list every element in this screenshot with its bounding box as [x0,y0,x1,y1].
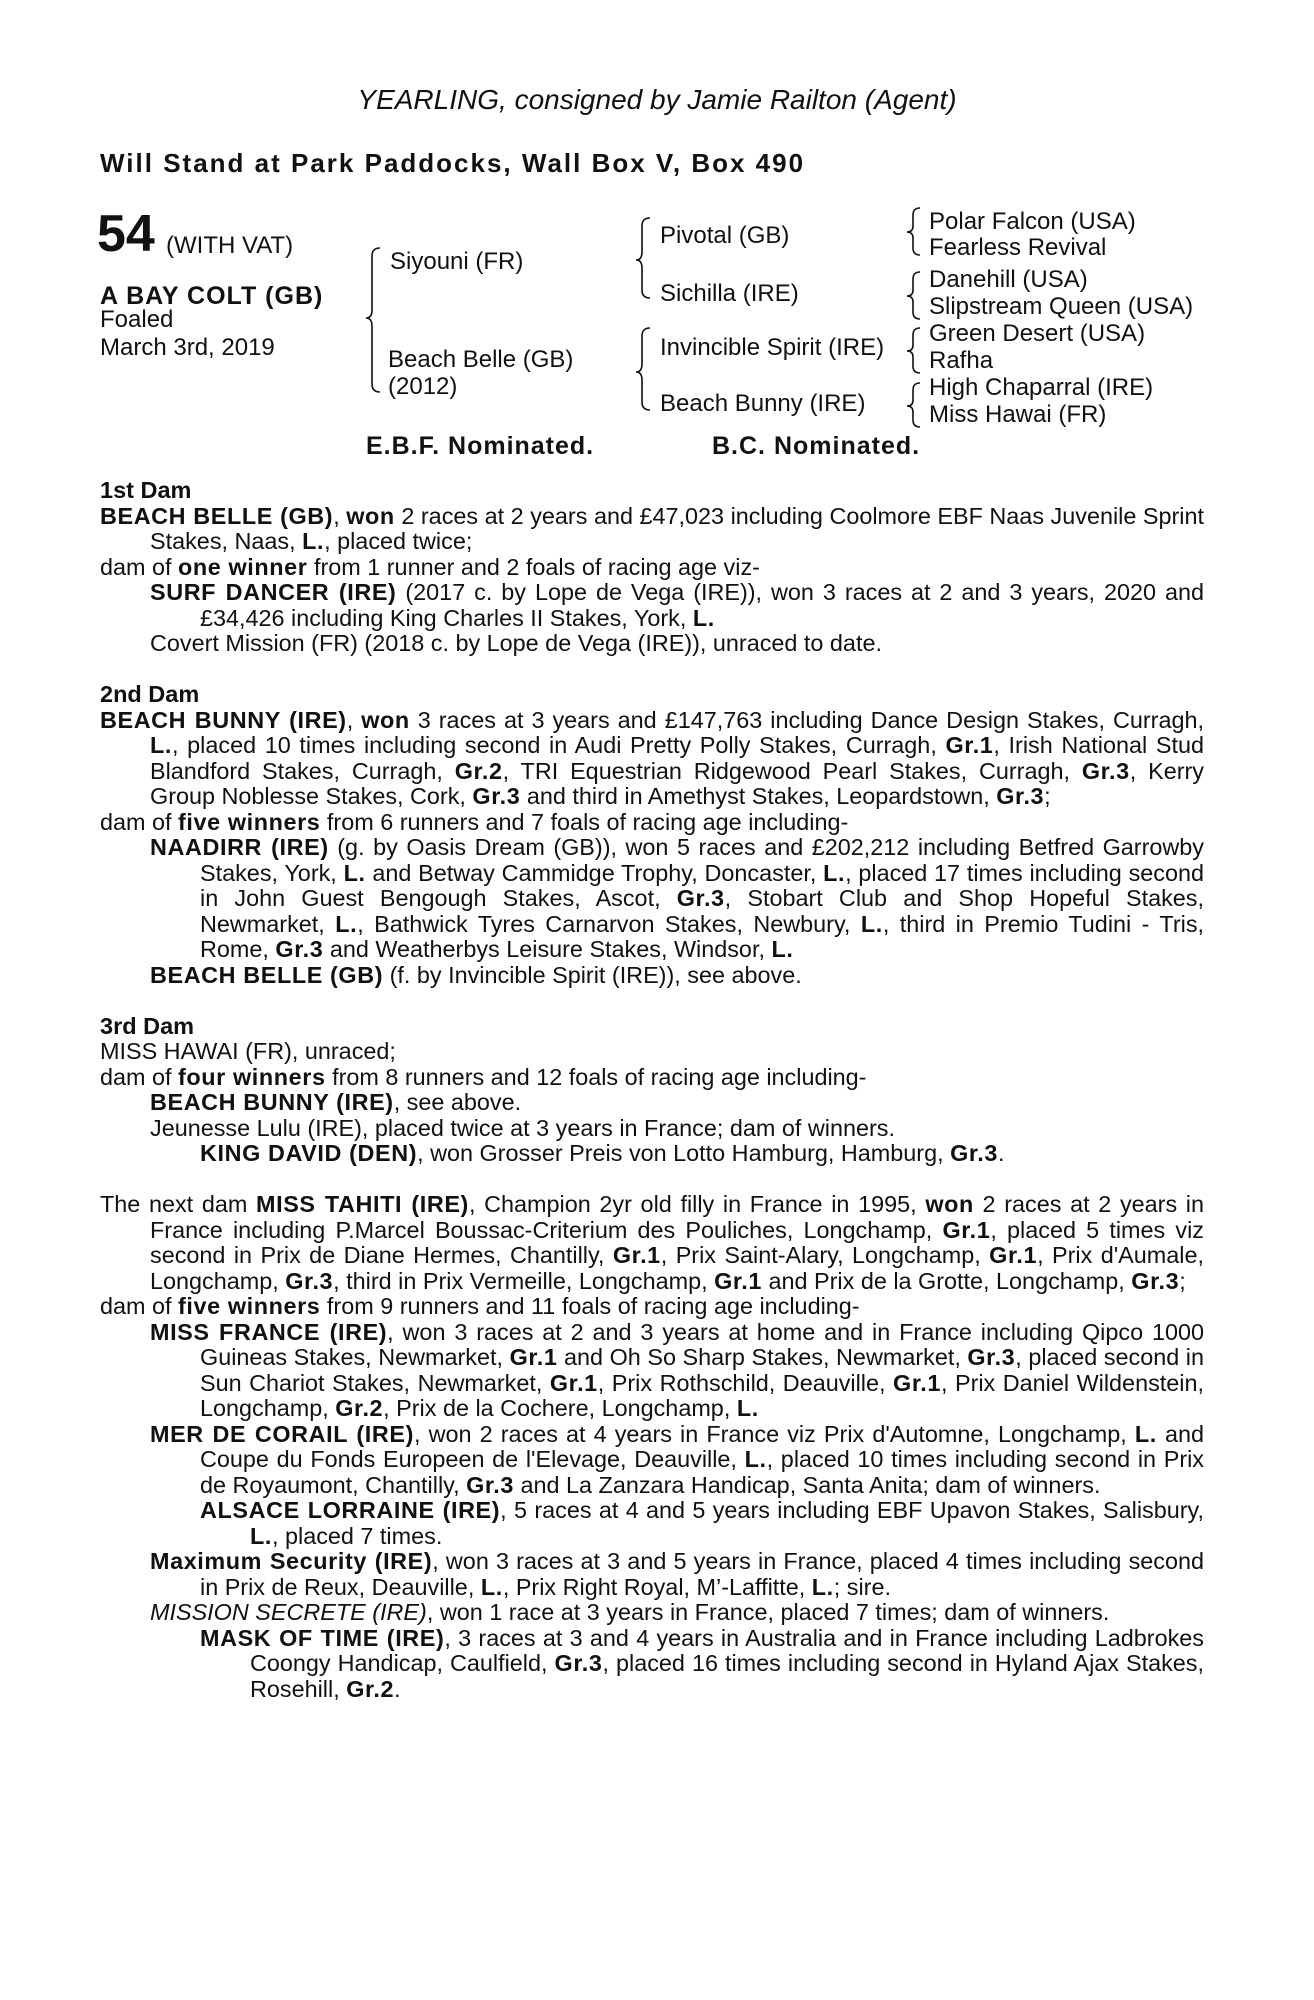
text-run: 3rd Dam [100,1012,195,1039]
bold-run: Gr.1 [509,1344,558,1370]
text-run: MISS HAWAI (FR), unraced; [100,1038,396,1064]
text-run: , Prix de la Cochere, Longchamp, [383,1395,737,1421]
bold-run: Gr.3 [950,1140,999,1166]
paragraph [100,810,1204,836]
text-run: , 3 races at 3 and 4 years in Australia and in France including Ladbrokes Coongy Handicap, Caulfield, [250,1624,1205,1676]
bold-run: Gr.3 [996,783,1045,809]
dam-sire-sire: Green Desert (USA) [929,320,1146,347]
bold-run: Gr.2 [454,757,503,784]
text-run: dam of [100,553,179,580]
sire-dam-dam: Slipstream Queen (USA) [929,293,1194,320]
text-run: 2 races at 2 years in France including P.Marcel Boussac-Criterium des Pouliches, Longchamp, [150,1191,1205,1243]
foaled-label: Foaled [100,306,174,333]
bold-run: Maximum Security (IRE) [150,1548,433,1574]
spacer [100,657,1204,683]
bold-run: L. [150,732,172,758]
text-run: , placed 5 times viz second in Prix de Diane Hermes, Chantilly, [150,1216,1205,1268]
bold-run: MER DE CORAIL (IRE) [150,1420,414,1447]
bold-run: NAADIRR (IRE) [150,834,329,860]
foaled-date: March 3rd, 2019 [100,334,275,361]
catalogue-text [100,478,1204,1702]
bold-run: L. [860,910,883,937]
bold-run: L. [692,604,715,631]
bold-run: L. [480,1573,503,1600]
bold-run: KING DAVID (DEN) [200,1140,418,1166]
bold-run: MISS FRANCE (IRE) [150,1318,388,1345]
text-run: , Prix Right Royal, M’-Laffitte, [502,1573,812,1600]
text-run: , Prix Saint-Alary, Longchamp, [660,1242,990,1268]
bold-run: L. [771,936,794,962]
text-run: The next dam [100,1191,257,1217]
bold-run: won [346,502,395,529]
dam-dam: Beach Bunny (IRE) [660,390,866,417]
paragraph [100,1549,1204,1600]
sire-sire-dam: Fearless Revival [929,234,1107,261]
italic-run: MISSION SECRETE (IRE) [150,1599,427,1625]
bold-run: BEACH BUNNY (IRE) [150,1089,394,1115]
text-run: and Prix de la Grotte, Longchamp, [762,1267,1132,1294]
bold-run: four winners [178,1063,326,1090]
bold-run: L. [335,910,358,937]
sire-sire-sire: Polar Falcon (USA) [929,208,1136,235]
dam-sire-dam: Rafha [929,347,994,374]
vat-note: (WITH VAT) [166,232,294,259]
text-run: , Irish National Stud Blandford Stakes, Curragh, [150,732,1204,784]
paragraph [100,1141,1204,1167]
bold-run: Gr.1 [549,1369,598,1396]
text-run: , [333,502,347,529]
text-run: , won Grosser Preis von Lotto Hamburg, Hamburg, [417,1140,951,1166]
bold-run: ALSACE LORRAINE (IRE) [200,1497,501,1523]
paragraph [100,631,1204,657]
text-run: , placed 10 times including second in Prix de Royaumont, Chantilly, [200,1446,1204,1498]
text-run: , Champion 2yr old filly in France in 1995, [468,1191,926,1217]
text-run: from 8 runners and 12 foals of racing age including- [325,1063,867,1090]
text-run: and La Zanzara Handicap, Santa Anita; dam of winners. [514,1471,1101,1498]
bold-run: Gr.3 [285,1267,334,1294]
text-run: , placed 10 times including second in Audi Pretty Polly Stakes, Curragh, [172,732,946,758]
text-run: , Stobart Club and Shop Hopeful Stakes, Newmarket, [200,885,1205,937]
bold-run: Gr.1 [942,1216,991,1243]
ebf-nomination: E.B.F. Nominated. [366,432,595,460]
bold-run: Gr.1 [714,1267,763,1294]
section-heading [100,478,1204,504]
text-run: and Weatherbys Leisure Stakes, Windsor, [323,936,772,962]
bold-run: L. [823,859,846,886]
paragraph [100,580,1204,631]
paragraph [100,835,1204,963]
paragraph [100,555,1204,581]
text-run: , won 2 races at 4 years in France viz Prix d'Automne, Longchamp, [413,1420,1135,1447]
sire-dam-sire: Danehill (USA) [929,266,1088,293]
sire: Siyouni (FR) [390,248,524,275]
bold-run: Gr.2 [335,1395,384,1421]
text-run: , third in Prix Vermeille, Longchamp, [333,1267,715,1294]
text-run: (2017 c. by Lope de Vega (IRE)), won 3 races at 2 and 3 years, 2020 and £34,426 including King Charles II Stakes, York, [200,579,1204,631]
paragraph [100,1116,1204,1142]
bold-run: BEACH BUNNY (IRE) [100,706,347,733]
bold-run: Gr.1 [612,1242,661,1268]
text-run: from 6 runners and 7 foals of racing age including- [320,808,849,835]
paragraph [100,504,1204,555]
text-run: (f. by Invincible Spirit (IRE)), see above. [383,961,802,988]
text-run: 3 races at 3 years and £147,763 including Dance Design Stakes, Curragh, [409,706,1204,733]
text-run: , placed 17 times including second in John Guest Bengough Stakes, Ascot, [200,859,1205,911]
paragraph [100,1192,1204,1294]
lot-number: 54 [97,205,155,263]
text-run: Covert Mission (FR) (2018 c. by Lope de Vega (IRE)), unraced to date. [150,630,882,656]
bold-run: Gr.3 [275,936,324,962]
dam-year: (2012) [388,373,458,400]
text-run: . [998,1140,1005,1166]
bold-run: Gr.3 [967,1344,1016,1370]
text-run: , third in Premio Tudini - Tris, Rome, [200,910,1205,962]
paragraph [100,1600,1204,1626]
bold-run: Gr.3 [1081,757,1130,784]
paragraph [100,1320,1204,1422]
bold-run: L. [302,528,325,554]
bold-run: L. [744,1446,767,1472]
sire-sire: Pivotal (GB) [660,222,790,249]
text-run: , won 1 race at 3 years in France, placed 7 times; dam of winners. [426,1599,1110,1625]
text-run: , won 3 races at 3 and 5 years in France, placed 4 times including second in Prix de Reux, Deauville, [200,1548,1204,1600]
text-run: ; [1179,1267,1186,1294]
text-run: , placed 16 times including second in Hyland Ajax Stakes, Rosehill, [250,1650,1204,1702]
text-run: , Prix d'Aumale, Longchamp, [150,1242,1204,1294]
bold-run: Gr.3 [1131,1267,1180,1294]
bold-run: L. [736,1395,759,1421]
paragraph [100,1090,1204,1116]
text-run: , Bathwick Tyres Carnarvon Stakes, Newbury, [357,910,861,937]
text-run: dam of [100,1293,179,1319]
text-run: and third in Amethyst Stakes, Leopardstown, [520,783,997,809]
text-run: and Coupe du Fonds Europeen de l'Elevage, Deauville, [200,1420,1204,1472]
bold-run: Gr.1 [945,732,994,758]
bold-run: one winner [178,553,308,580]
text-run: , TRI Equestrian Ridgewood Pearl Stakes, Curragh, [502,757,1082,784]
text-run: , Prix Daniel Wildenstein, Longchamp, [200,1369,1204,1421]
spacer [100,988,1204,1014]
text-run: 1st Dam [100,477,192,503]
section-heading [100,682,1204,708]
bold-run: Gr.3 [472,783,521,809]
paragraph [100,1065,1204,1091]
text-run: dam of [100,1063,179,1090]
bold-run: L. [811,1573,834,1600]
text-run: , Prix Rothschild, Deauville, [597,1369,894,1396]
bold-run: L. [250,1522,272,1549]
bold-run: L. [1134,1420,1157,1447]
paragraph [100,1294,1204,1320]
text-run: , placed 7 times. [272,1522,443,1549]
bold-run: MASK OF TIME (IRE) [200,1624,445,1651]
text-run: , placed twice; [324,528,473,554]
bold-run: five winners [178,808,321,835]
sire-dam: Sichilla (IRE) [660,280,799,307]
bold-run: SURF DANCER (IRE) [150,579,397,605]
text-run: , won 3 races at 2 and 3 years at home and in France including Qipco 1000 Guineas Stakes, Newmarket, [200,1318,1205,1370]
paragraph [100,1422,1204,1499]
bold-run: won [925,1191,974,1217]
section-heading [100,1014,1204,1040]
bold-run: won [361,706,410,733]
text-run: , see above. [393,1089,522,1115]
text-run: 2nd Dam [100,681,200,707]
paragraph [100,1626,1204,1703]
paragraph [100,708,1204,810]
text-run: dam of [100,808,179,835]
text-run: , 5 races at 4 and 5 years including EBF Upavon Stakes, Salisbury, [500,1497,1204,1523]
bc-nomination: B.C. Nominated. [712,432,921,460]
horse-name: A BAY COLT (GB) [100,282,324,310]
bold-run: five winners [178,1293,321,1319]
paragraph [100,963,1204,989]
text-run: and Oh So Sharp Stakes, Newmarket, [557,1344,968,1370]
paragraph [100,1498,1204,1549]
dam-sire: Invincible Spirit (IRE) [660,334,885,361]
text-run: , placed second in Sun Chariot Stakes, Newmarket, [200,1344,1205,1396]
text-run: ; sire. [833,1573,891,1600]
bold-run: BEACH BELLE (GB) [150,961,384,988]
bold-run: L. [343,859,366,886]
text-run: . [394,1675,401,1702]
text-run: 2 races at 2 years and £47,023 including Coolmore EBF Naas Juvenile Sprint Stakes, Naas, [150,502,1205,554]
text-run: , Kerry Group Noblesse Stakes, Cork, [150,757,1204,809]
stand-location: Will Stand at Park Paddocks, Wall Box V, Box 490 [100,148,806,178]
text-run: from 9 runners and 11 foals of racing age including- [320,1293,860,1319]
page-title: YEARLING, consigned by Jamie Railton (Agent) [357,84,957,115]
bold-run: Gr.3 [466,1471,515,1498]
text-run: ; [1044,783,1051,809]
text-run: Jeunesse Lulu (IRE), placed twice at 3 years in France; dam of winners. [150,1114,895,1141]
bold-run: MISS TAHITI (IRE) [256,1191,469,1217]
bold-run: Gr.2 [346,1675,395,1702]
text-run: and Betway Cammidge Trophy, Doncaster, [365,859,824,886]
bold-run: Gr.1 [989,1242,1038,1268]
bold-run: Gr.3 [676,885,725,911]
dam-dam-dam: Miss Hawai (FR) [929,401,1107,428]
bold-run: BEACH BELLE (GB) [100,502,334,529]
dam: Beach Belle (GB) [388,346,574,373]
bold-run: Gr.3 [554,1650,603,1676]
text-run: (g. by Oasis Dream (GB)), won 5 races and £202,212 including Betfred Garrowby Stakes, York, [200,834,1204,886]
paragraph [100,1039,1204,1065]
text-run: , [346,706,362,733]
spacer [100,1167,1204,1193]
dam-dam-sire: High Chaparral (IRE) [929,374,1154,401]
text-run: from 1 runner and 2 foals of racing age viz- [307,553,760,580]
bold-run: Gr.1 [893,1369,941,1396]
